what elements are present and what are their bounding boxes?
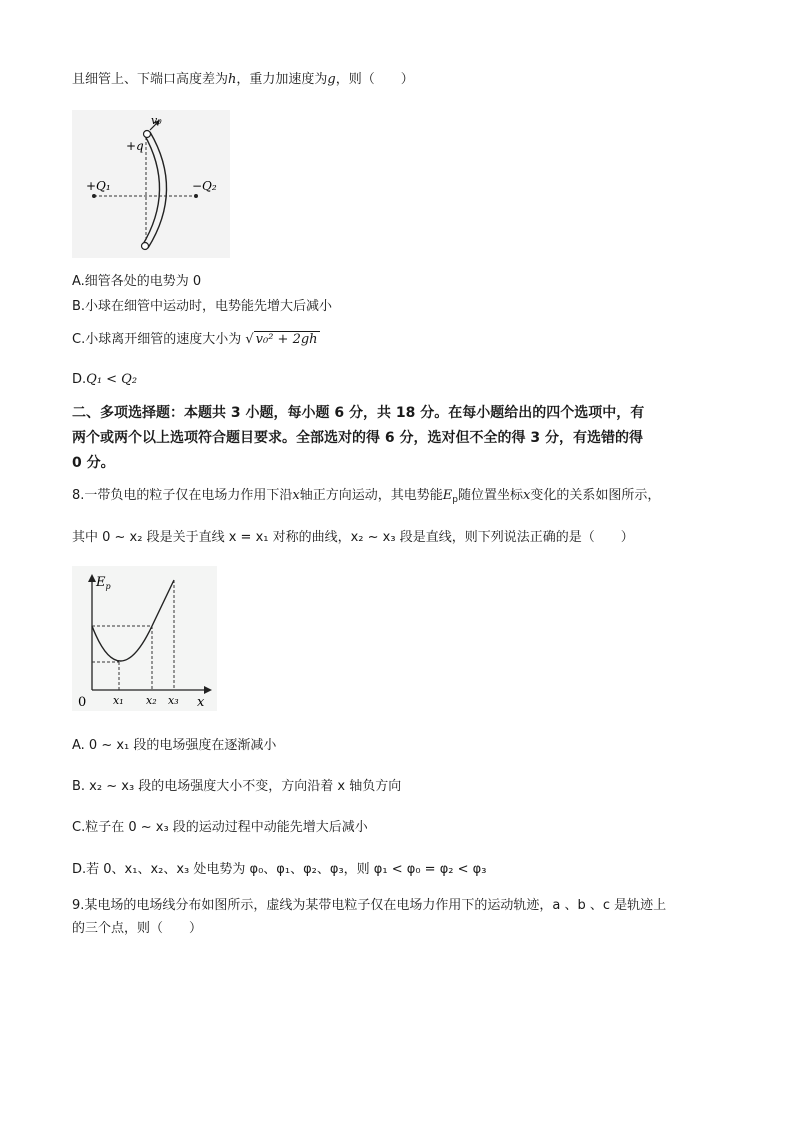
origin-label: 0 (78, 695, 87, 710)
charge-Q2-dot (194, 194, 198, 198)
y-axis-arrow (88, 574, 96, 582)
x-axis-label: x (197, 695, 205, 710)
section2-line2: 两个或两个以上选项符合题目要求。全部选对的得 6 分，选对但不全的得 3 分，有选错的得 (72, 430, 643, 446)
sqrt-expression: √ v₀² + 2gh (245, 332, 318, 347)
v0-label: v₀ (151, 114, 162, 127)
q9-stem-line1: 9.某电场的电场线分布如图所示，虚线为某带电粒子仅在电场力作用下的运动轨迹，a 、b 、c 是轨迹上 (72, 898, 667, 913)
tube-bottom-end (142, 243, 149, 250)
q8-option-b: B. x₂ ~ x₃ 段的电场强度大小不变，方向沿着 x 轴负方向 (72, 779, 402, 794)
charge-Q1-dot (92, 194, 96, 198)
q7-option-b: B.小球在细管中运动时，电势能先增大后减小 (72, 299, 333, 314)
q-label: +q (126, 139, 144, 153)
q8-figure (72, 566, 217, 711)
q7-option-c: C.小球离开细管的速度大小为 √ v₀² + 2gh (72, 330, 320, 350)
ball-top (144, 131, 151, 138)
q7-figure (72, 110, 230, 258)
ep-curve (92, 626, 152, 661)
tick-x1: x₁ (113, 694, 124, 707)
q8-stem-line1: 8.一带负电的粒子仅在电场力作用下沿x轴正方向运动，其电势能$E_p$随位置坐标x变化的关系如图所示， (72, 488, 661, 505)
q8-option-c: C.粒子在 0 ~ x₃ 段的运动过程中动能先增大后减小 (72, 820, 368, 835)
q7-option-d: D.Q₁ < Q₂ (72, 372, 138, 387)
q9-stem-line2: 的三个点，则（ ） (72, 921, 203, 936)
q7-option-a: A.细管各处的电势为 0 (72, 274, 202, 289)
q8-option-d: D.若 0、x₁、x₂、x₃ 处电势为 φ₀、φ₁、φ₂、φ₃，则 φ₁ < φ₀ = φ₂ < φ₃ (72, 862, 487, 877)
ep-line-segment (152, 580, 174, 626)
q7-stem: 且细管上、下端口高度差为h，重力加速度为g，则（ ） (72, 72, 414, 87)
tube-diagram (72, 110, 230, 258)
y-axis-label: $E_p$ (96, 575, 111, 591)
tick-x3: x₃ (168, 694, 179, 707)
section2-line3: 0 分。 (72, 455, 115, 471)
ep-x-graph (72, 566, 217, 711)
tick-x2: x₂ (146, 694, 157, 707)
q8-stem-line2: 其中 0 ~ x₂ 段是关于直线 x = x₁ 对称的曲线，x₂ ~ x₃ 段是直线，则下列说法正确的是（ ） (72, 530, 634, 545)
x-axis-arrow (204, 686, 212, 694)
Q2-label: −Q₂ (192, 179, 217, 193)
tube-inner-wall (142, 134, 160, 246)
Q1-label: +Q₁ (86, 179, 111, 193)
q8-option-a: A. 0 ~ x₁ 段的电场强度在逐渐减小 (72, 738, 277, 753)
section2-line1: 二、多项选择题：本题共 3 小题，每小题 6 分，共 18 分。在每小题给出的四个选项中，有 (72, 405, 645, 421)
